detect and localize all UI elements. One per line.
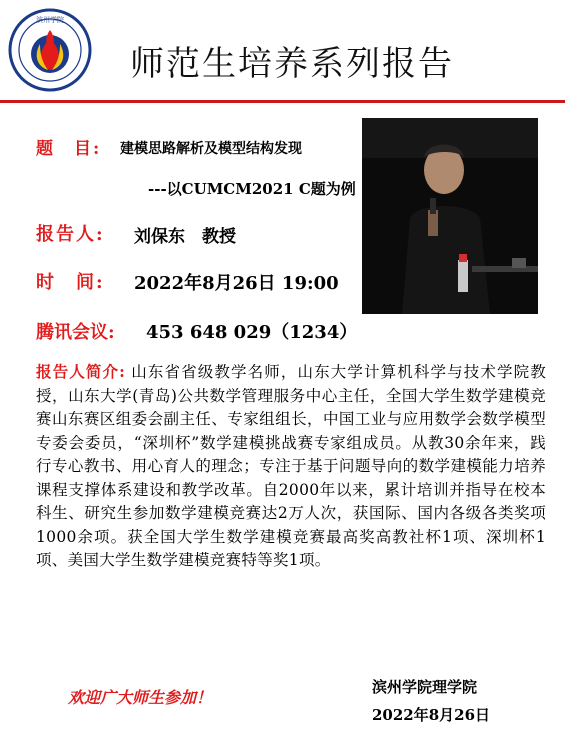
topic-line2: ---以CUMCM2021 C题为例 (148, 180, 356, 198)
time-value: 2022年8月26日 19:00 (134, 273, 339, 294)
speaker-value: 刘保东 教授 (134, 227, 236, 247)
bio-label: 报告人简介: (36, 362, 126, 381)
speaker-photo (362, 118, 538, 314)
speaker-bio (36, 360, 546, 573)
page-title: 师范生培养系列报告 (130, 44, 454, 84)
meeting-id: 453 648 029（1234） (146, 322, 358, 343)
university-logo-icon (8, 8, 92, 92)
header-divider (0, 100, 565, 103)
topic-label: 题 目: (36, 139, 102, 159)
footer-date: 2022年8月26日 (372, 706, 491, 724)
meeting-label: 腾讯会议: (36, 322, 115, 343)
speaker-label: 报告人: (36, 224, 105, 245)
time-label: 时 间: (36, 272, 105, 293)
welcome-message: 欢迎广大师生参加！ (68, 688, 213, 707)
bio-text: 山东省省级教学名师，山东大学计算机科学与技术学院教授，山东大学(青岛)公共数学管理服务中心主任，全国大学生数学建模竞赛山东赛区组委会副主任、专家组组长，中国工业与应用数学会数学模型专委会委员，“深圳杯”数学建模挑战赛专家组成员。从教30余年来，践行专心教书、用心育人的理念；专注于基于问题导向的数学建模能力培养课程支撑体系建设和教学改革。自2000年以来，累计培训并指导在校本科生、研究生参加数学建模竞赛达2万人次，获国际、国内各级各类奖项1000余项。获全国大学生数学建模竞赛最高奖高教社杯1项、深圳杯1项、美国大学生数学建模竞赛特等奖1项。 (36, 363, 546, 569)
organizer: 滨州学院理学院 (372, 678, 478, 696)
svg-text:滨州学院: 滨州学院 (36, 16, 64, 24)
topic-line1: 建模思路解析及模型结构发现 (120, 141, 302, 157)
